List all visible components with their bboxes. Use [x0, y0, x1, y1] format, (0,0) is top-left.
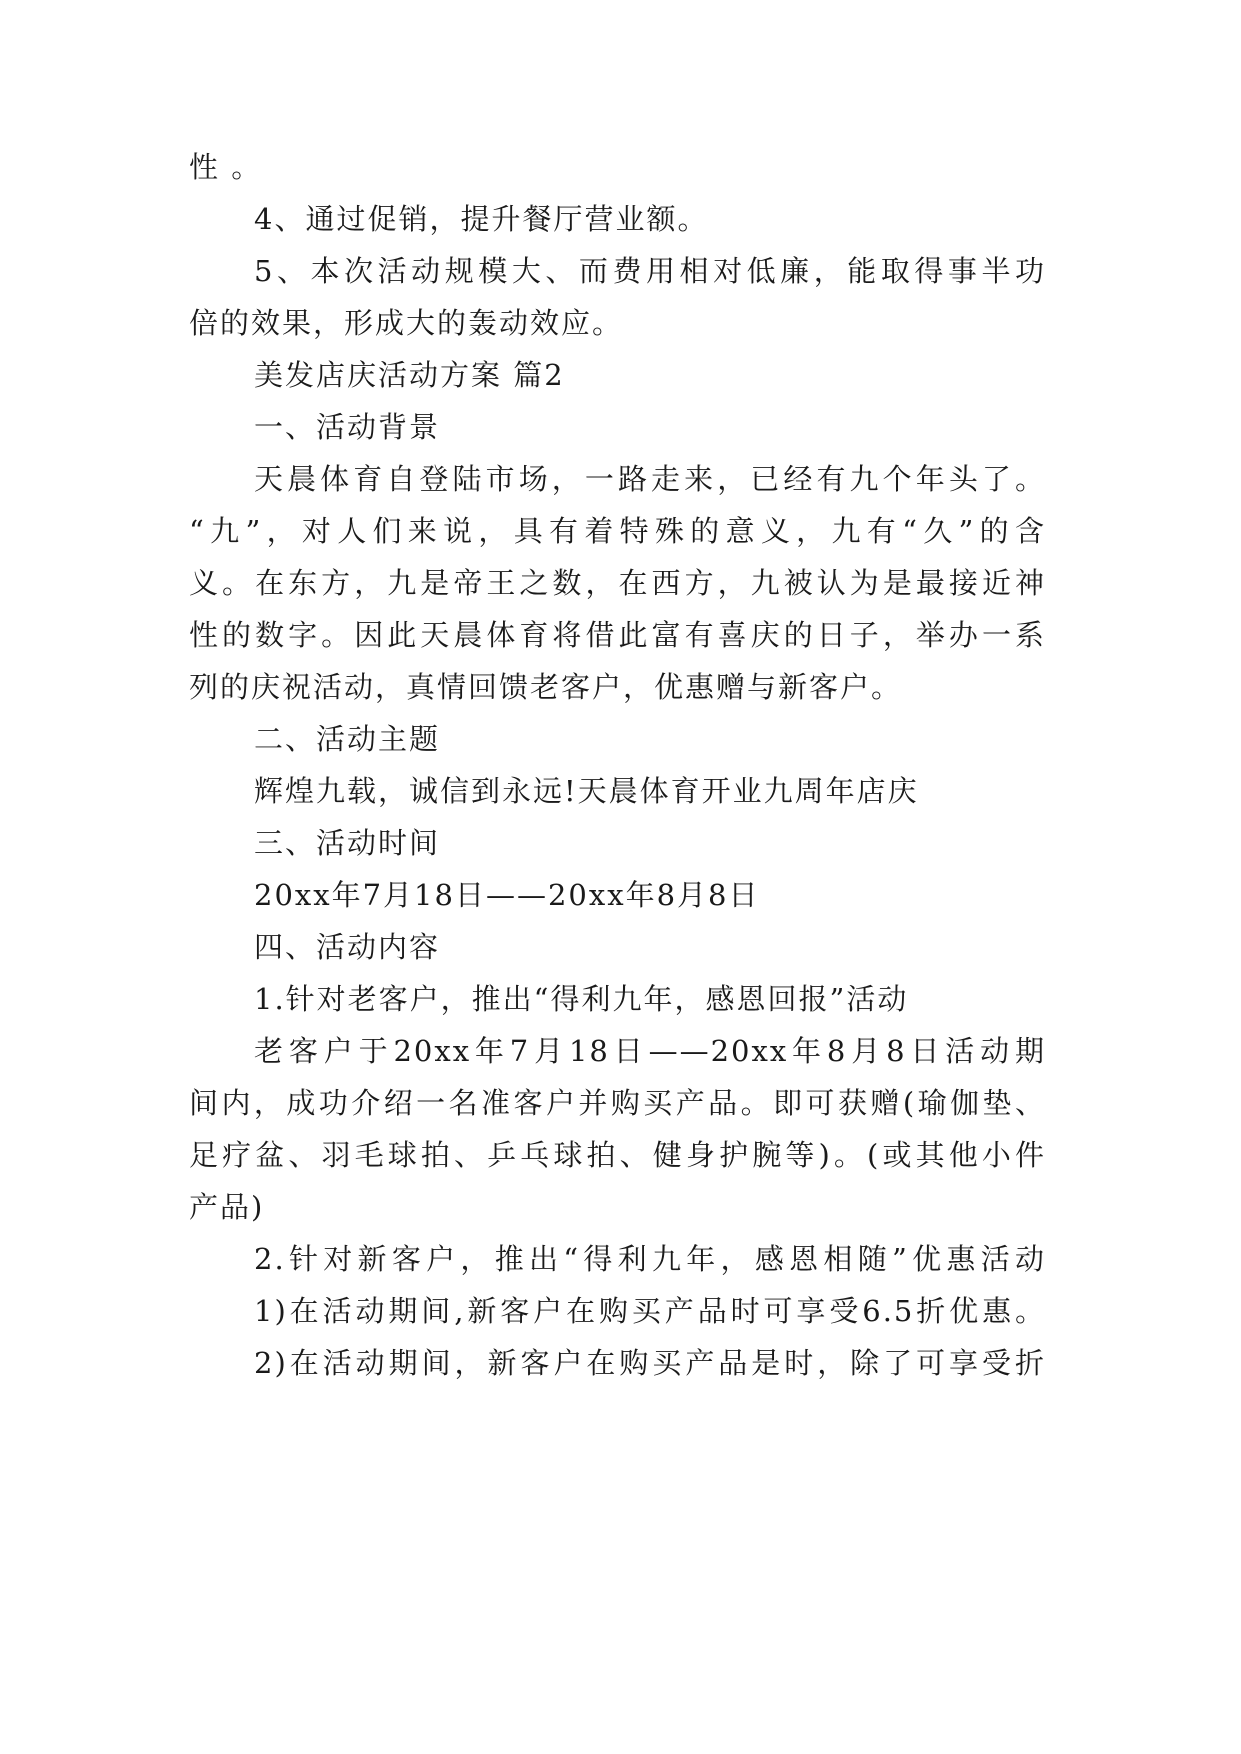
- heading: 二、活动主题: [254, 722, 441, 756]
- heading: 三、活动时间: [254, 826, 441, 860]
- text-line: “九”，对人们来说，具有着特殊的意义，九有“久”的含: [189, 514, 1046, 548]
- text-line: 足疗盆、羽毛球拍、乒乓球拍、健身护腕等)。(或其他小件: [189, 1138, 1046, 1172]
- text-line: 天晨体育自登陆市场，一路走来，已经有九个年头了。: [254, 462, 1046, 496]
- text-line: 性的数字。因此天晨体育将借此富有喜庆的日子，举办一系: [189, 618, 1046, 652]
- text-line: 1.针对老客户，推出“得利九年，感恩回报”活动: [254, 982, 909, 1016]
- text-line: 产品): [189, 1190, 265, 1224]
- text-line: 辉煌九载，诚信到永远!天晨体育开业九周年店庆: [254, 774, 919, 808]
- heading: 四、活动内容: [254, 930, 441, 964]
- text-line: 列的庆祝活动，真情回馈老客户，优惠赠与新客户。: [189, 670, 903, 704]
- text-line: 20xx年7月18日——20xx年8月8日: [254, 878, 760, 912]
- text-line: 2.针对新客户，推出“得利九年，感恩相随”优惠活动: [254, 1242, 1046, 1276]
- text-line: 1)在活动期间,新客户在购买产品时可享受6.5折优惠。: [254, 1294, 1046, 1328]
- text-line: 间内，成功介绍一名准客户并购买产品。即可获赠(瑜伽垫、: [189, 1086, 1046, 1120]
- text-line: 老客户于20xx年7月18日——20xx年8月8日活动期: [254, 1034, 1046, 1068]
- text-line: 5、本次活动规模大、而费用相对低廉，能取得事半功: [254, 254, 1046, 288]
- text-line: 义。在东方，九是帝王之数，在西方，九被认为是最接近神: [189, 566, 1046, 600]
- text-line: 2)在活动期间，新客户在购买产品是时，除了可享受折: [254, 1346, 1046, 1380]
- text-line: 倍的效果，形成大的轰动效应。: [189, 306, 624, 340]
- text-line: 4、通过促销，提升餐厅营业额。: [254, 202, 709, 236]
- heading: 一、活动背景: [254, 410, 441, 444]
- text-line: 性 。: [189, 150, 263, 184]
- section-title: 美发店庆活动方案 篇2: [254, 358, 565, 392]
